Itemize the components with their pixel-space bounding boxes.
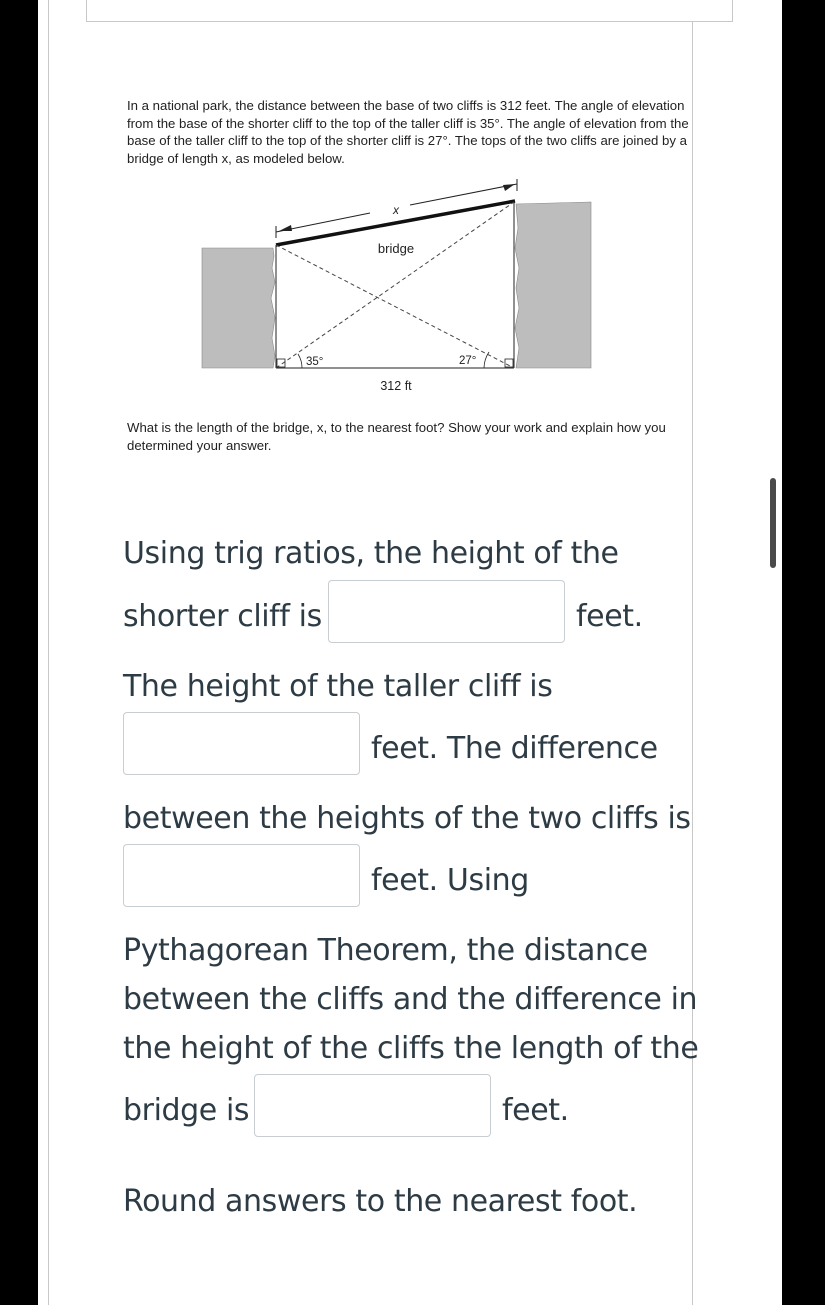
angle-27-label: 27°: [459, 355, 477, 367]
taller-cliff: [515, 202, 591, 368]
answer-text-line-5: Pythagorean Theorem, the distance: [123, 933, 648, 968]
shorter-cliff-height-input[interactable]: [328, 580, 565, 643]
answer-text-line-3: The height of the taller cliff is: [123, 669, 553, 704]
cliff-diagram: [195, 178, 595, 398]
unit-feet-3: feet. Using: [371, 863, 529, 898]
bridge-length-input[interactable]: [254, 1074, 491, 1137]
height-difference-input[interactable]: [123, 844, 360, 907]
angle-35-label: 35°: [306, 356, 324, 368]
answer-text-line-2: shorter cliff is: [123, 599, 322, 634]
unit-feet-1: feet.: [576, 599, 643, 634]
bridge-label: bridge: [377, 241, 415, 256]
unit-feet-2: feet. The difference: [371, 731, 658, 766]
problem-question: What is the length of the bridge, x, to the nearest foot? Show your work and explain how you determined your answer.: [127, 420, 666, 453]
x-label: x: [393, 203, 399, 217]
rounding-instruction: Round answers to the nearest foot.: [123, 1184, 638, 1219]
scrollbar-thumb[interactable]: [770, 478, 776, 568]
answer-text-line-8: bridge is: [123, 1093, 250, 1128]
previous-panel-edge: [86, 0, 733, 22]
distance-label: 312 ft: [380, 379, 412, 393]
unit-feet-4: feet.: [502, 1093, 569, 1128]
shorter-cliff: [202, 248, 275, 368]
answer-text-line-1: Using trig ratios, the height of the: [123, 536, 619, 571]
taller-cliff-height-input[interactable]: [123, 712, 360, 775]
problem-intro: In a national park, the distance between the base of two cliffs is 312 feet. The angle of elevation from the base of the shorter cliff to the top of the taller cliff is 35°. The angle of elevation from the base of the taller cliff to the top of the shorter cliff is 27°. The tops of the two cliffs are joined by a bridge of length x, as modeled below.: [127, 98, 689, 166]
answer-text-line-6: between the cliffs and the difference in: [123, 982, 698, 1017]
answer-text-line-4: between the heights of the two cliffs is: [123, 801, 691, 836]
answer-text-line-7: the height of the cliffs the length of the: [123, 1031, 699, 1066]
